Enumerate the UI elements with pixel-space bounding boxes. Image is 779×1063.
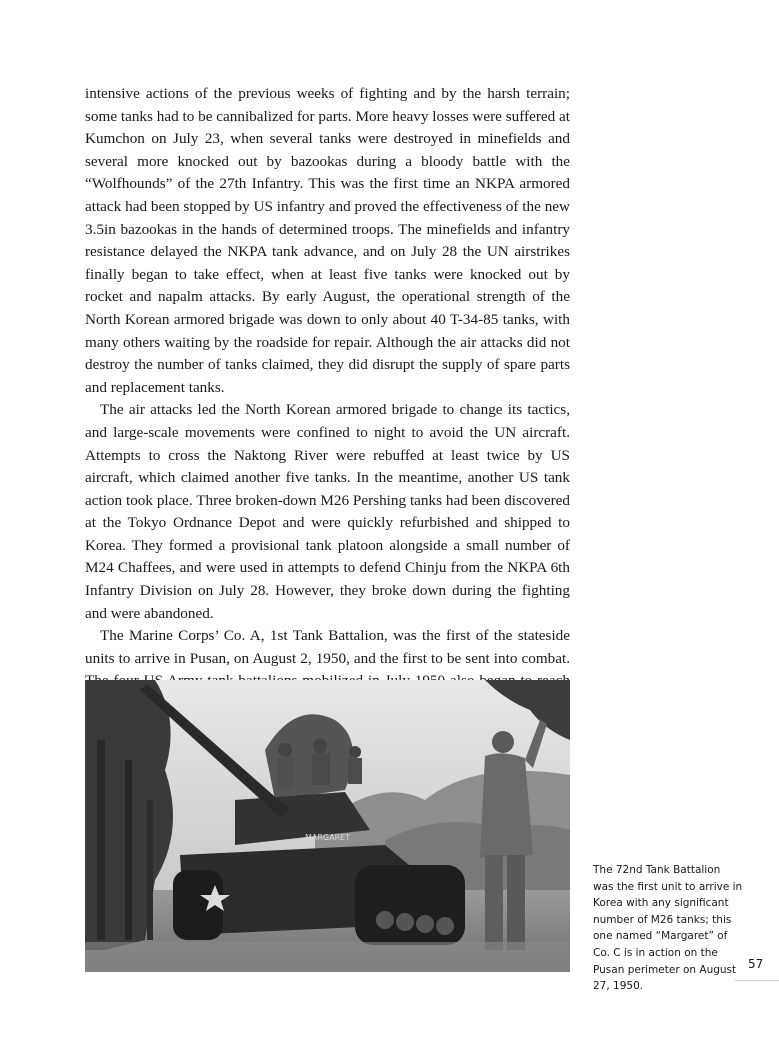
tank-photo <box>85 680 570 972</box>
page-number: 57 <box>748 957 764 971</box>
page-rule <box>735 980 779 981</box>
turret-marking: MARGARET <box>305 833 351 842</box>
tank-photo-illustration <box>85 680 570 972</box>
paragraph-1: intensive actions of the previous weeks of fighting and by the harsh terrain; some tanks had to be cannibalized for parts. More heavy losses were suffered at Kumchon on July 23, when several tanks were destroyed in minefields and several more knocked out by bazookas during a bloody battle with the “Wolfhounds” of the 27th Infantry. This was the first time an NKPA armored attack had been stopped by US infantry and proved the effectiveness of the new 3.5in bazookas in the hands of determined troops. The minefields and infantry resistance delayed the NKPA tank advance, and on July 28 the UN airstrikes finally began to take effect, when at least five tanks were knocked out by rocket and napalm attacks. By early August, the operational strength of the North Korean armored brigade was down to only about 40 T-34-85 tanks, with many others waiting by the roadside for repair. Although the air attacks did not destroy the number of tanks claimed, they did disrupt the supply of spare parts and replacement tanks. <box>85 85 570 396</box>
paragraph-2: The air attacks led the North Korean armored brigade to change its tactics, and large-scale movements were confined to night to avoid the UN aircraft. Attempts to cross the Naktong River were rebuffed at least twice by US aircraft, which claimed another five tanks. In the meantime, another US tank action took place. Three broken-down M26 Pershing tanks had been discovered at the Tokyo Ordnance Depot and were quickly refurbished and shipped to Korea. They formed a provisional tank platoon alongside a small number of M24 Chaffees, and were used in attempts to defend Chinju from the NKPA 6th Infantry Division on July 28. However, they broke down during the fighting and were abandoned. <box>85 401 570 622</box>
paragraph-3: The Marine Corps’ Co. A, 1st Tank Battalion, was the first of the stateside units to arrive in Pusan, on August 2, 1950, and the first to be sent into combat. <box>85 627 570 667</box>
photo-caption: The 72nd Tank Battalion was the first unit to arrive in Korea with any significant number of M26 tanks; this one named “Margaret” of Co. C is in action on the Pusan perimeter on August 27, 1950. <box>593 864 743 993</box>
